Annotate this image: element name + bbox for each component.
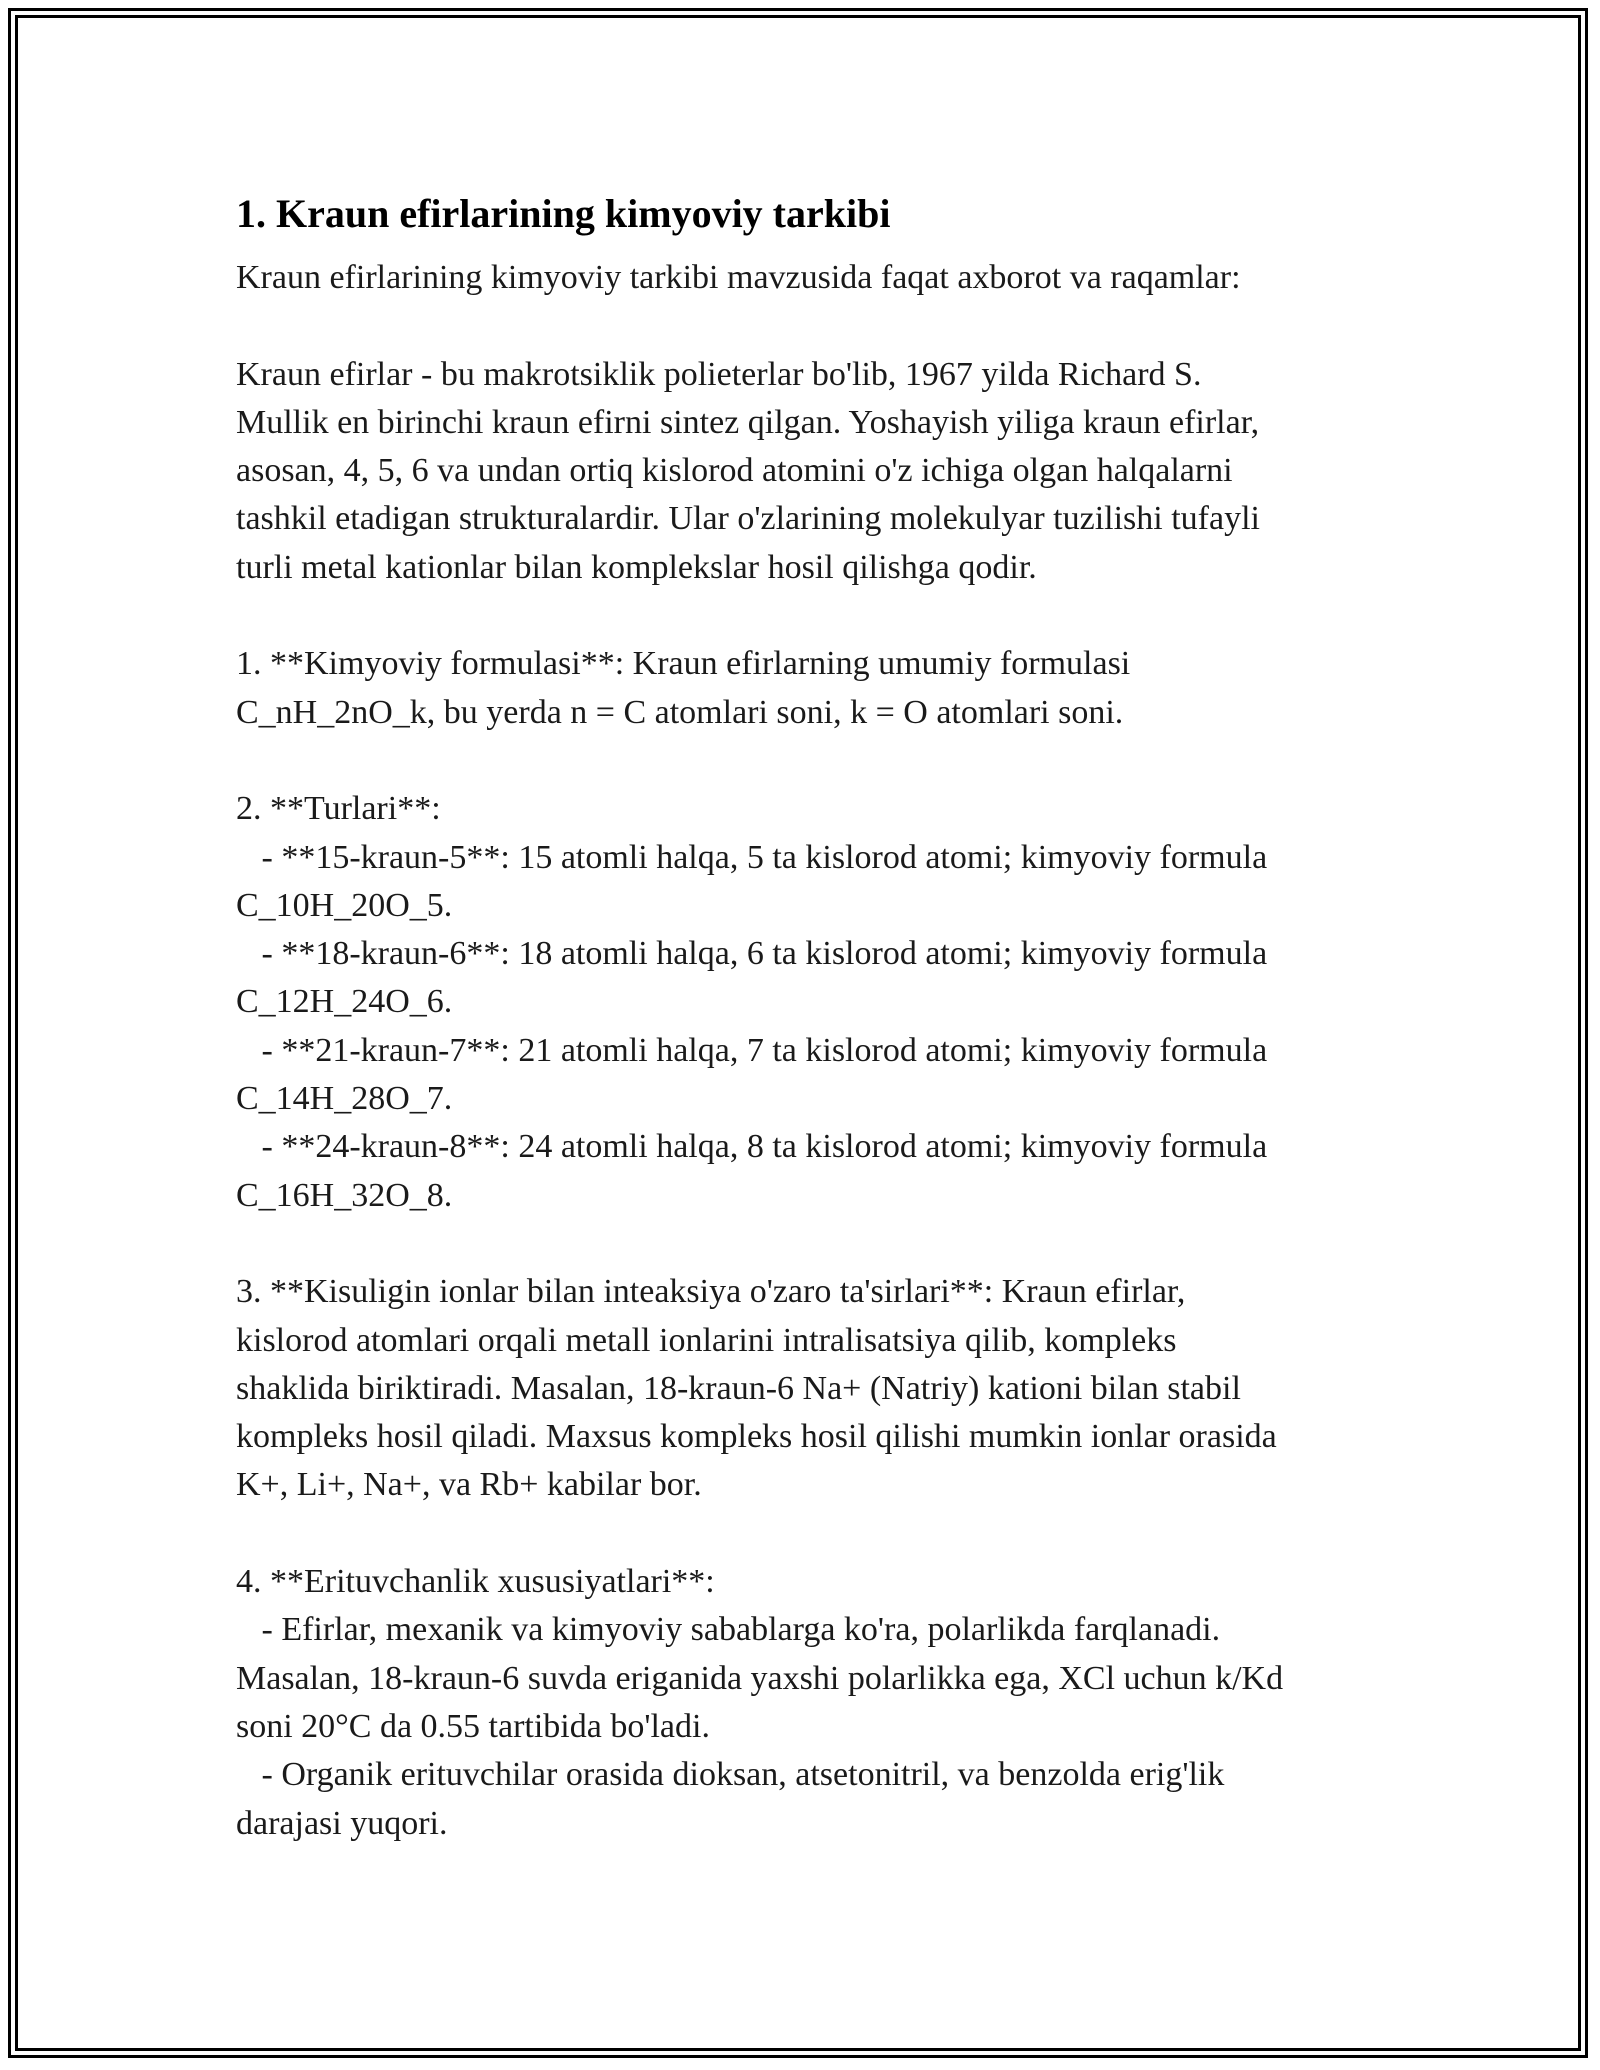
section-heading: 1. Kraun efirlarining kimyoviy tarkibi — [236, 191, 891, 236]
types-item: 2. **Turlari**: - **15-kraun-5**: 15 atomli halqa, 5 ta kislorod atomi; kimyoviy formula C_10H_20O_5. - **18-kraun-6**: 18 atomli halqa, 6 ta kislorod atomi; kimyoviy formula C_12H_24O_6. - **21-kraun-7**: 21 atomli halqa, 7 ta kislorod atomi; kimyoviy formula C_14H_28O_7. - **24-kraun-8**: 24 atomli halqa, 8 ta kislorod atomi; kimyoviy formula C_16H_32O_8. — [236, 790, 1268, 1214]
ion-interaction-item: 3. **Kisuligin ionlar bilan inteaksiya o'zaro ta'sirlari**: Kraun efirlar, kislorod atomlari orqali metall ionlarini intralisatsiya qilib, kompleks shaklida biriktiradi. Masalan, 18-kraun-6 Na+ (Natriy) kationi bilan stabil kompleks hosil qiladi. Maxsus kompleks hosil qilishi mumkin ionlar orasida K+, Li+, Na+, va Rb+ kabilar bor. — [236, 1273, 1277, 1504]
solubility-item: 4. **Erituvchanlik xususiyatlari**: - Efirlar, mexanik va kimyoviy sabablarga ko'ra, polarlikda farqlanadi. Masalan, 18-kraun-6 suvda eriganida yaxshi polarlikka ega, XCl uchun k/Kd soni 20°C da 0.55 tartibida bo'ladi. - Organik erituvchilar orasida dioksan, atsetonitril, va benzolda erig'lik darajasi yuqori. — [236, 1563, 1284, 1842]
document-body — [236, 186, 1376, 1848]
intro-paragraph: Kraun efirlarining kimyoviy tarkibi mavzusida faqat axborot va raqamlar: — [236, 259, 1241, 296]
overview-paragraph: Kraun efirlar - bu makrotsiklik polieterlar bo'lib, 1967 yilda Richard S. Mullik en birinchi kraun efirni sintez qilgan. Yoshayish yiliga kraun efirlar, asosan, 4, 5, 6 va undan ortiq kislorod atomini o'z ichiga olgan halqalarni tashkil etadigan strukturalardir. Ular o'zlarining molekulyar tuzilishi tufayli turli metal kationlar bilan komplekslar hosil qilishga qodir. — [236, 355, 1260, 586]
formula-item: 1. **Kimyoviy formulasi**: Kraun efirlarning umumiy formulasi C_nH_2nO_k, bu yerda n = C atomlari soni, k = O atomlari soni. — [236, 645, 1131, 731]
